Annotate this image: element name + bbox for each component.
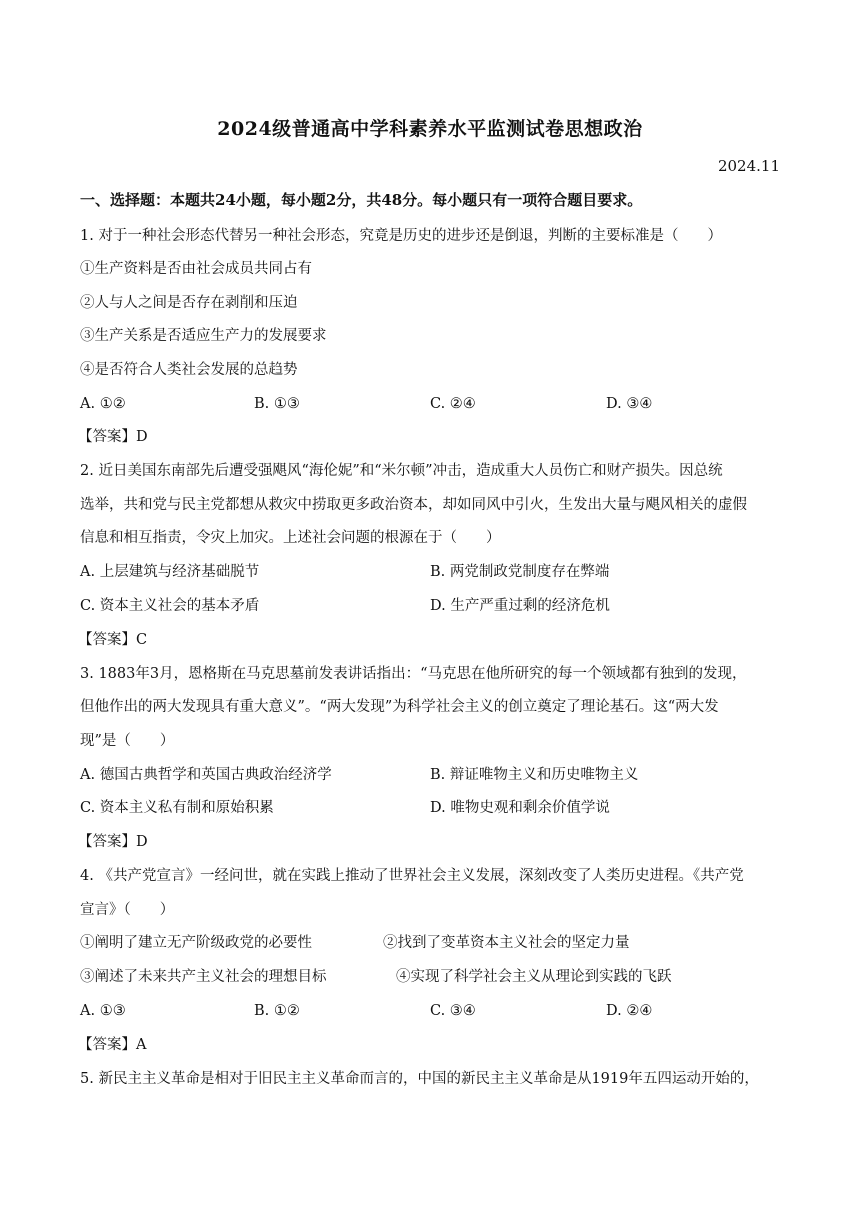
question-4-stem-line: 宣言》（ ） [80,902,175,918]
question-2-stem-line: 选举，共和党与民主党都想从救灾中捞取更多政治资本，却如同风中引火，生发出大量与飓风相关的虚假 [80,497,747,513]
question-1-option-a: A. ①② [80,396,126,412]
exam-date: 2024.11 [717,157,780,175]
question-1-option-c: C. ②④ [430,396,476,412]
question-2-answer: 【答案】C [78,632,148,648]
question-3-answer: 【答案】D [78,834,148,850]
question-2-stem-line: 信息和相互指责，令灾上加灾。上述社会问题的根源在于（ ） [80,530,501,546]
question-3-stem-line: 3. 1883年3月，恩格斯在马克思墓前发表讲话指出：“马克思在他所研究的每一个领域都有独到的发现， [80,666,747,682]
question-2-option-d: D. 生产严重过剩的经济危机 [430,598,610,614]
page-title: 2024级普通高中学科素养水平监测试卷思想政治 [217,118,643,140]
question-1-item-2: ②人与人之间是否存在剥削和压迫 [80,295,298,311]
question-3-option-b: B. 辩证唯物主义和历史唯物主义 [430,767,639,783]
question-4-item-3: ③阐述了未来共产主义社会的理想目标 [80,969,327,985]
question-4-item-4: ④实现了科学社会主义从理论到实践的飞跃 [396,969,672,985]
question-4-item-2: ②找到了变革资本主义社会的坚定力量 [383,935,630,951]
question-1-answer: 【答案】D [78,429,148,445]
question-3-option-a: A. 德国古典哲学和英国古典政治经济学 [80,767,332,783]
question-1-item-4: ④是否符合人类社会发展的总趋势 [80,362,298,378]
question-4-option-d: D. ②④ [606,1003,653,1019]
question-5-stem-line: 5. 新民主主义革命是相对于旧民主主义革命而言的，中国的新民主主义革命是从1919年五四运动开始的， [80,1071,759,1087]
question-4-item-1: ①阐明了建立无产阶级政党的必要性 [80,935,312,951]
section-heading: 一、选择题：本题共24小题，每小题2分，共48分。每小题只有一项符合题目要求。 [80,191,643,209]
question-4-option-b: B. ①② [254,1003,300,1019]
question-3-option-c: C. 资本主义私有制和原始积累 [80,800,274,816]
question-4-answer: 【答案】A [78,1037,147,1053]
question-4-stem-line: 4. 《共产党宣言》一经问世，就在实践上推动了世界社会主义发展，深刻改变了人类历史进程。《共产党 [80,868,744,884]
question-3-stem-line: 但他作出的两大发现具有重大意义”。“两大发现”为科学社会主义的创立奠定了理论基石。这“两大发 [80,699,719,715]
question-1-stem: 1. 对于一种社会形态代替另一种社会形态，究竟是历史的进步还是倒退，判断的主要标准是（ ） [80,228,722,244]
question-3-option-d: D. 唯物史观和剩余价值学说 [430,800,610,816]
question-2-stem-line: 2. 近日美国东南部先后遭受强飓风“海伦妮”和“米尔顿”冲击，造成重大人员伤亡和财产损失。因总统 [80,463,723,479]
question-3-stem-line: 现”是（ ） [80,733,175,749]
question-2-option-a: A. 上层建筑与经济基础脱节 [80,564,260,580]
question-4-option-a: A. ①③ [80,1003,126,1019]
question-4-option-c: C. ③④ [430,1003,476,1019]
question-1-item-1: ①生产资料是否由社会成员共同占有 [80,261,312,277]
question-2-option-b: B. 两党制政党制度存在弊端 [430,564,610,580]
question-1-option-b: B. ①③ [254,396,300,412]
question-2-option-c: C. 资本主义社会的基本矛盾 [80,598,260,614]
question-1-option-d: D. ③④ [606,396,653,412]
question-1-item-3: ③生产关系是否适应生产力的发展要求 [80,328,327,344]
